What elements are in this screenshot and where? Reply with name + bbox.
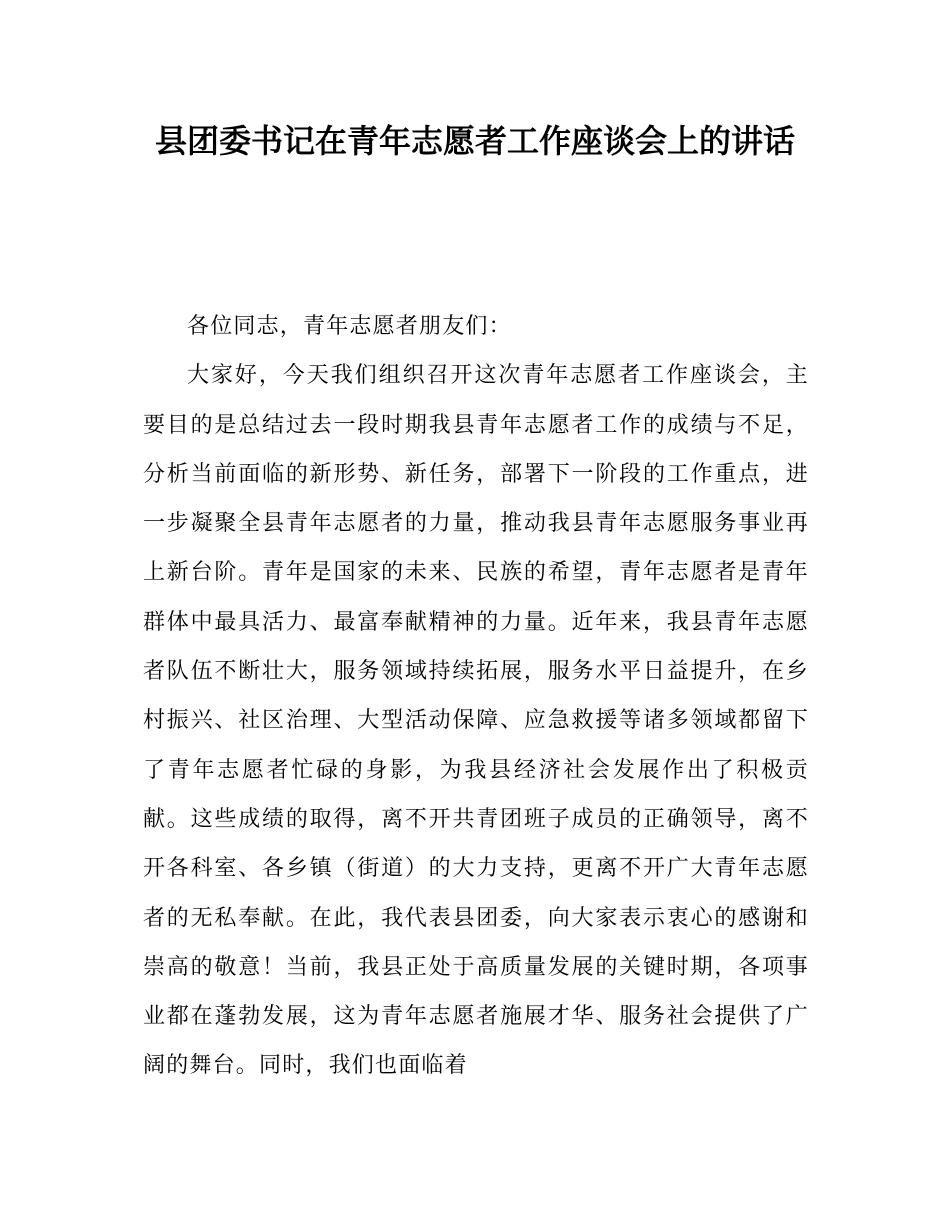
document-title: 县团委书记在青年志愿者工作座谈会上的讲话: [154, 122, 795, 160]
body-paragraph: 大家好，今天我们组织召开这次青年志愿者工作座谈会，主要目的是总结过去一段时期我县青年志愿者工作的成绩与不足，分析当前面临的新形势、新任务，部署下一阶段的工作重点，进一步凝聚全县青年志愿者的力量，推动我县青年志愿服务事业再上新台阶。青年是国家的未来、民族的希望，青年志愿者是青年群体中最具活力、最富奉献精神的力量。近年来，我县青年志愿者队伍不断壮大，服务领域持续拓展，服务水平日益提升，在乡村振兴、社区治理、大型活动保障、应急救援等诸多领域都留下了青年志愿者忙碌的身影，为我县经济社会发展作出了积极贡献。这些成绩的取得，离不开共青团班子成员的正确领导，离不开各科室、各乡镇（街道）的大力支持，更离不开广大青年志愿者的无私奉献。在此，我代表县团委，向大家表示衷心的感谢和崇高的敬意！当前，我县正处于高质量发展的关键时期，各项事业都在蓬勃发展，这为青年志愿者施展才华、服务社会提供了广阔的舞台。同时，我们也面临着: [143, 363, 809, 1079]
salutation: 各位同志，青年志愿者朋友们：: [187, 314, 512, 339]
document-body: [143, 302, 809, 1091]
